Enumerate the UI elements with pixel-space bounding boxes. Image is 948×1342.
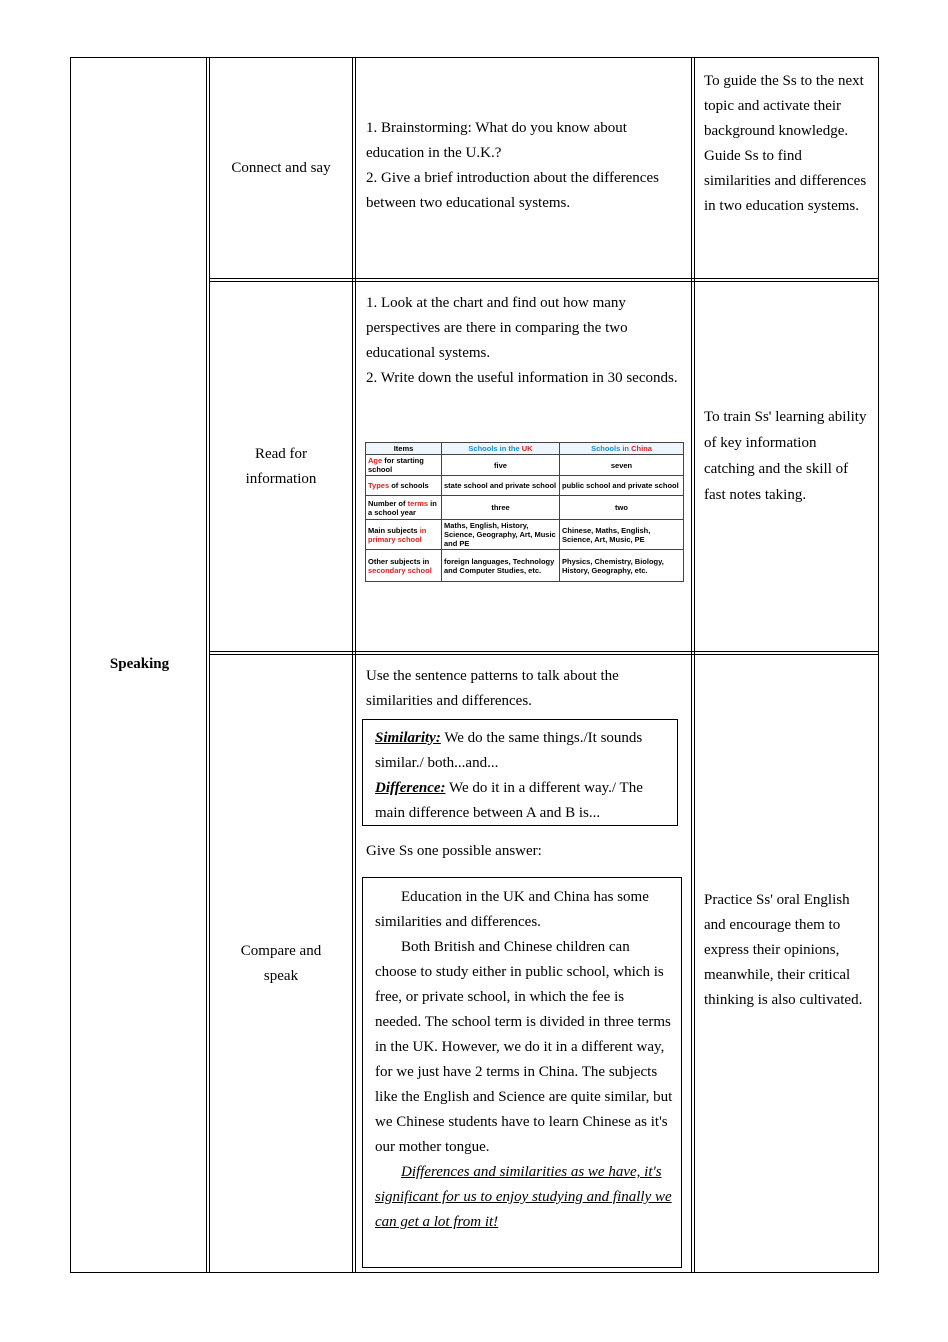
similarity-label: Similarity: <box>375 730 441 746</box>
step-connect-and-say: Connect and say <box>231 159 331 176</box>
activities-connect-and-say <box>356 116 691 216</box>
chart-cell-china: Chinese, Maths, English, Science, Art, Music, PE <box>560 520 684 550</box>
answer-paragraph: Education in the UK and China has some similarities and differences. <box>375 889 649 930</box>
chart-cell-uk: three <box>442 496 560 520</box>
difference-label: Difference: <box>375 780 446 796</box>
activity-item: 1. Brainstorming: What do you know about education in the U.K.? <box>366 120 627 161</box>
step-label: Compare and speak <box>240 942 322 984</box>
purpose-compare-and-speak: Practice Ss' oral English and encourage them to express their opinions, meanwhile, their critical thinking is also cultivated. <box>704 892 863 1008</box>
chart-row <box>366 496 684 520</box>
chart-row-label: Types of schools <box>366 476 442 496</box>
chart-cell-china: Physics, Chemistry, Biology, History, Geography, etc. <box>560 550 684 582</box>
sentence-patterns-box <box>362 719 678 826</box>
answer-paragraph: Both British and Chinese children can choose to study either in public school, which is free, or private school, in which the fee is needed. The school term is divided in three terms in the UK. However, we do it in a different way, for we just have 2 terms in China. The subjects like the English and Science are quite similar, but we Chinese students have to learn Chinese as it's our mother tongue. <box>375 939 673 1155</box>
activity-item: 2. Give a brief introduction about the differences between two educational systems. <box>366 170 659 211</box>
activity-item: 1. Look at the chart and find out how many perspectives are there in comparing the two educational systems. <box>366 295 628 361</box>
chart-row <box>366 476 684 496</box>
step-compare-and-speak <box>210 655 352 1272</box>
chart-row-label: Number of terms in a school year <box>366 496 442 520</box>
chart-header-uk: Schools in the UK <box>442 443 560 455</box>
chart-header-row <box>366 443 684 455</box>
chart-header-items: Items <box>366 443 442 455</box>
activities-read-for-information <box>356 291 691 391</box>
chart-row-label: Main subjects in primary school <box>366 520 442 550</box>
purpose-read-for-information: To train Ss' learning ability of key information catching and the skill of fast notes taking. <box>704 409 867 503</box>
purpose-connect-and-say: To guide the Ss to the next topic and activate their background knowledge. Guide Ss to find similarities and differences in two education systems. <box>704 73 867 214</box>
chart-row <box>366 520 684 550</box>
chart-row <box>366 455 684 476</box>
chart-cell-uk: five <box>442 455 560 476</box>
answer-intro: Give Ss one possible answer: <box>366 843 542 859</box>
stage-label: Speaking <box>109 656 170 672</box>
chart-cell-china: two <box>560 496 684 520</box>
chart-cell-china: seven <box>560 455 684 476</box>
chart-header-china: Schools in China <box>560 443 684 455</box>
school-comparison-chart <box>365 442 685 582</box>
difference-text: We do it in a different way./ The main difference between A and B is... <box>375 780 643 821</box>
chart-table <box>365 442 684 582</box>
chart-cell-uk: state school and private school <box>442 476 560 496</box>
similarity-text: We do the same things./It sounds similar./ both...and... <box>375 730 643 771</box>
step-label: Read for information <box>245 445 317 487</box>
step-read-for-information <box>210 282 352 651</box>
chart-row-label: Other subjects in secondary school <box>366 550 442 582</box>
activities-compare-and-speak: Use the sentence patterns to talk about the similarities and differences. <box>366 668 619 709</box>
chart-cell-china: public school and private school <box>560 476 684 496</box>
possible-answer-box <box>362 877 682 1268</box>
activity-item: 2. Write down the useful information in 30 seconds. <box>366 370 678 386</box>
chart-cell-uk: foreign languages, Technology and Computer Studies, etc. <box>442 550 560 582</box>
chart-cell-uk: Maths, English, History, Science, Geography, Art, Music and PE <box>442 520 560 550</box>
chart-row <box>366 550 684 582</box>
chart-row-label: Age for starting school <box>366 455 442 476</box>
answer-closing: Differences and similarities as we have, it's significant for us to enjoy studying and finally we can get a lot from it! <box>375 1164 672 1230</box>
lesson-plan-table <box>70 57 879 1273</box>
